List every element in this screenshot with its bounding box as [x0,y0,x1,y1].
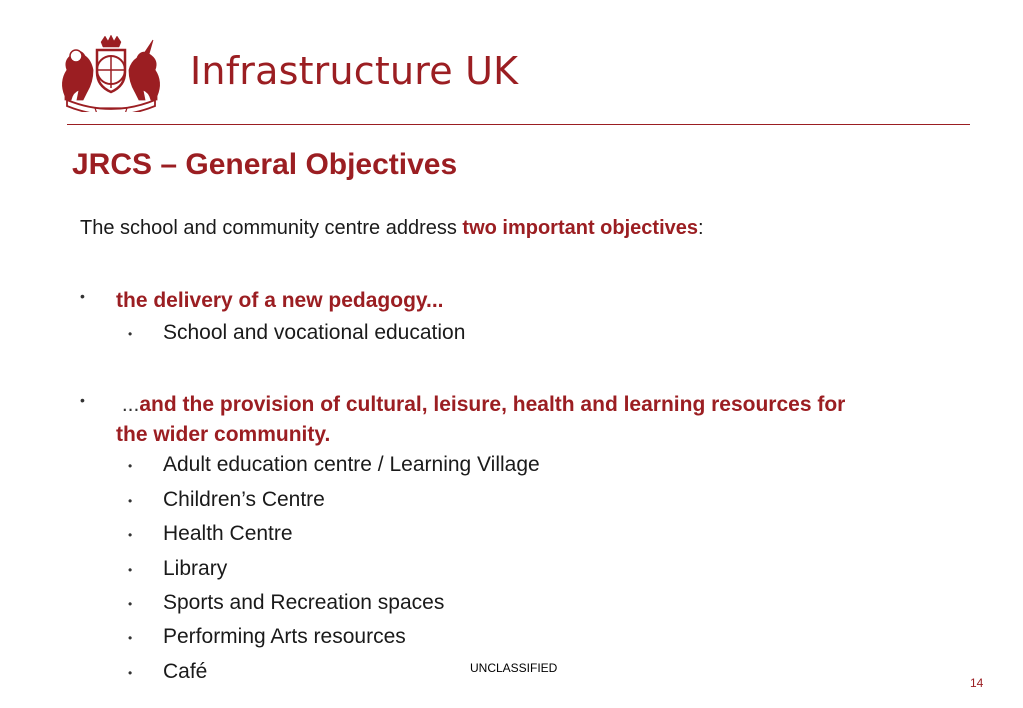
objective-2-ellipsis: ... [121,393,140,416]
page-number: 14 [970,676,984,690]
list-item-label: Children’s Centre [163,488,325,511]
bullet-icon: • [128,459,133,473]
bullet-icon: • [80,392,85,408]
brand-name: Infrastructure UK [190,49,519,93]
slide-header [0,0,1023,130]
bullet-icon: • [128,563,133,577]
list-item-label: Performing Arts resources [163,625,406,648]
list-item-label: Café [163,660,208,683]
bullet-icon: • [128,666,133,680]
list-item-label: Sports and Recreation spaces [163,591,445,614]
bullet-icon: • [80,288,85,304]
bullet-icon: • [128,597,133,611]
list-item-label: Adult education centre / Learning Village [163,453,540,476]
bullet-icon: • [128,631,133,645]
bullet-icon: • [128,528,133,542]
objective-2-heading [116,390,876,450]
royal-crest-icon [55,34,167,112]
objective-1-heading: the delivery of a new pedagogy... [116,289,444,312]
bullet-icon: • [128,494,133,508]
list-item-label: Health Centre [163,522,293,545]
slide-title: JRCS – General Objectives [72,148,458,181]
intro-highlight: two important objectives [462,217,699,239]
intro-suffix: : [698,217,704,239]
classification-label: UNCLASSIFIED [470,661,558,675]
list-item-label: School and vocational education [163,321,466,344]
header-divider [67,124,970,125]
bullet-icon: • [128,327,133,341]
list-item-label: Library [163,557,228,580]
objective-2-heading-text: and the provision of cultural, leisure, health and learning resources for the wider community. [116,393,846,446]
intro-prefix: The school and community centre address [80,217,463,239]
intro-text [80,217,704,240]
